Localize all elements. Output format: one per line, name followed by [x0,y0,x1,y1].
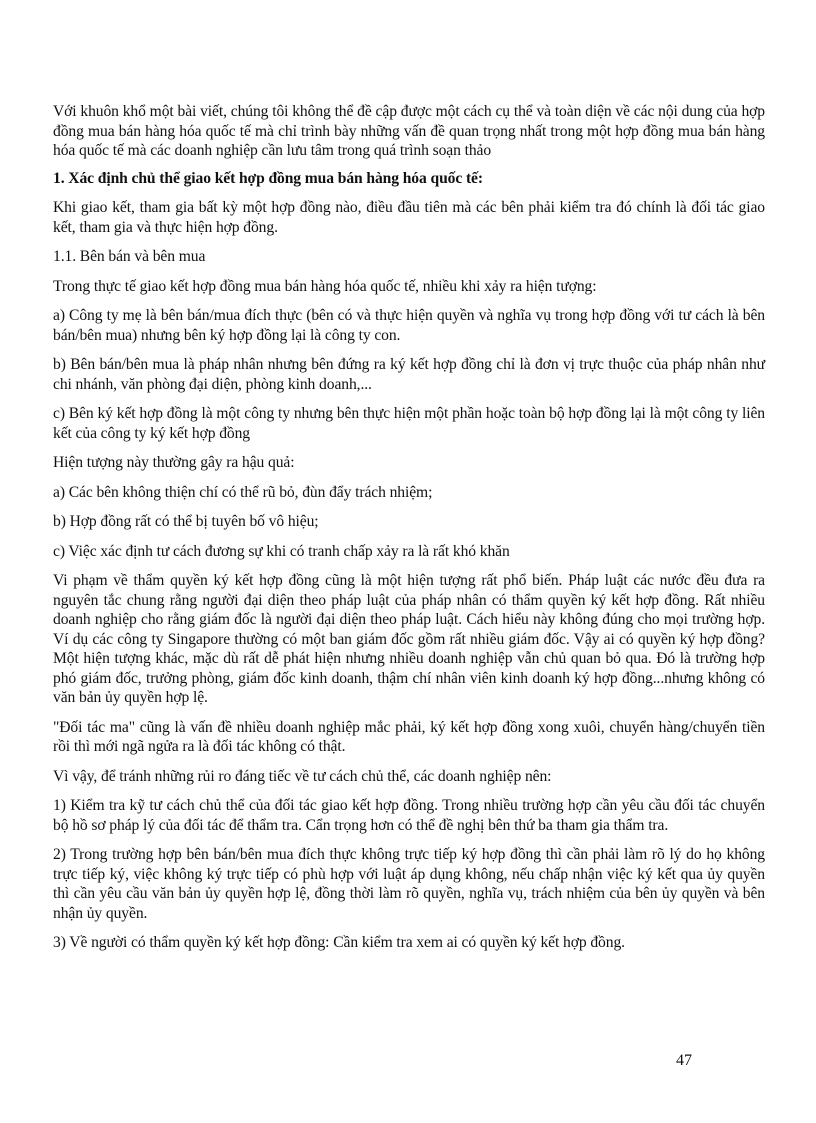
paragraph-contract-parties: Khi giao kết, tham gia bất kỳ một hợp đồng nào, điều đầu tiên mà các bên phải kiểm tra đó chính là đối tác giao kết, tham gia và thực hiện hợp đồng. [53,199,765,236]
intro-paragraph: Với khuôn khổ một bài viết, chúng tôi không thể đề cập được một cách cụ thể và toàn diện về các nội dung của hợp đồng mua bán hàng hóa quốc tế mà chỉ trình bày những vấn đề quan trọng nhất trong một hợp đồng mua bán hàng hóa quốc tế mà các doanh nghiệp cần lưu tâm trong quá trình soạn thảo [53,103,765,159]
paragraph-recommendations: Vì vậy, để tránh những rủi ro đáng tiếc về tư cách chủ thể, các doanh nghiệp nên: [53,767,552,785]
paragraph-phenomenon: Trong thực tế giao kết hợp đồng mua bán hàng hóa quốc tế, nhiều khi xảy ra hiện tượng: [53,277,597,295]
recommendation-3: 3) Về người có thẩm quyền ký kết hợp đồng: Cần kiểm tra xem ai có quyền ký kết hợp đồng. [53,934,625,951]
subsection-heading: 1.1. Bên bán và bên mua [53,248,206,265]
page-number: 47 [676,1052,692,1069]
list-item-b: b) Bên bán/bên mua là pháp nhân nhưng bên đứng ra ký kết hợp đồng chỉ là đơn vị trực thuộc của pháp nhân như chi nhánh, văn phòng đại diện, phòng kinh doanh,... [53,356,765,393]
consequence-a: a) Các bên không thiện chí có thể rũ bỏ, đùn đẩy trách nhiệm; [53,483,433,501]
paragraph-consequences: Hiện tượng này thường gây ra hậu quả: [53,454,295,471]
document-page [53,102,765,963]
consequence-b: b) Hợp đồng rất có thể bị tuyên bố vô hiệu; [53,513,319,530]
list-item-c: c) Bên ký kết hợp đồng là một công ty nhưng bên thực hiện một phần hoặc toàn bộ hợp đồng lại là một công ty liên kết của công ty ký kết hợp đồng [53,405,765,442]
list-item-a: a) Công ty mẹ là bên bán/mua đích thực (bên có và thực hiện quyền và nghĩa vụ trong hợp đồng với tư cách là bên bán/bên mua) nhưng bên ký hợp đồng lại là công ty con. [53,307,765,344]
paragraph-authority: Vi phạm về thẩm quyền ký kết hợp đồng cũng là một hiện tượng rất phổ biến. Pháp luật các nước đều đưa ra nguyên tắc chung rằng người đại diện theo pháp luật của pháp nhân có thẩm quyền ký kết hợp đồng. Rất nhiều doanh nghiệp cho rằng giám đốc là người đại diện theo pháp luật. Cách hiểu này không đúng cho mọi trường hợp. Ví dụ các công ty Singapore thường có một ban giám đốc gồm rất nhiều giám đốc. Vậy ai có quyền ký hợp đồng? Một hiện tượng khác, mặc dù rất dễ phát hiện nhưng nhiều doanh nghiệp vẫn chủ quan bỏ qua. Đó là trường hợp phó giám đốc, trưởng phòng, giám đốc kinh doanh, thậm chí nhân viên kinh doanh ký hợp đồng...nhưng không có văn bản ủy quyền hợp lệ. [53,572,765,706]
section-heading: 1. Xác định chủ thể giao kết hợp đồng mua bán hàng hóa quốc tế: [53,169,483,187]
consequence-c: c) Việc xác định tư cách đương sự khi có tranh chấp xảy ra là rất khó khăn [53,542,510,560]
recommendation-1: 1) Kiểm tra kỹ tư cách chủ thể của đối tác giao kết hợp đồng. Trong nhiều trường hợp cần yêu cầu đối tác chuyển bộ hồ sơ pháp lý của đối tác để thẩm tra. Cẩn trọng hơn có thể đề nghị bên thứ ba tham gia thẩm tra. [53,797,765,834]
paragraph-ghost-partner: "Đối tác ma" cũng là vấn đề nhiều doanh nghiệp mắc phải, ký kết hợp đồng xong xuôi, chuyển hàng/chuyển tiền rồi thì mới ngã ngửa ra là đối tác không có thật. [53,718,765,755]
recommendation-2: 2) Trong trường hợp bên bán/bên mua đích thực không trực tiếp ký hợp đồng thì cần phải làm rõ lý do họ không trực tiếp ký, việc không ký trực tiếp có phù hợp với luật áp dụng không, nếu chấp nhận việc ký kết qua ủy quyền thì cần yêu cầu văn bản ủy quyền hợp lệ, đồng thời làm rõ quyền, nghĩa vụ, trách nhiệm của bên ủy quyền và bên nhận ủy quyền. [53,846,765,922]
